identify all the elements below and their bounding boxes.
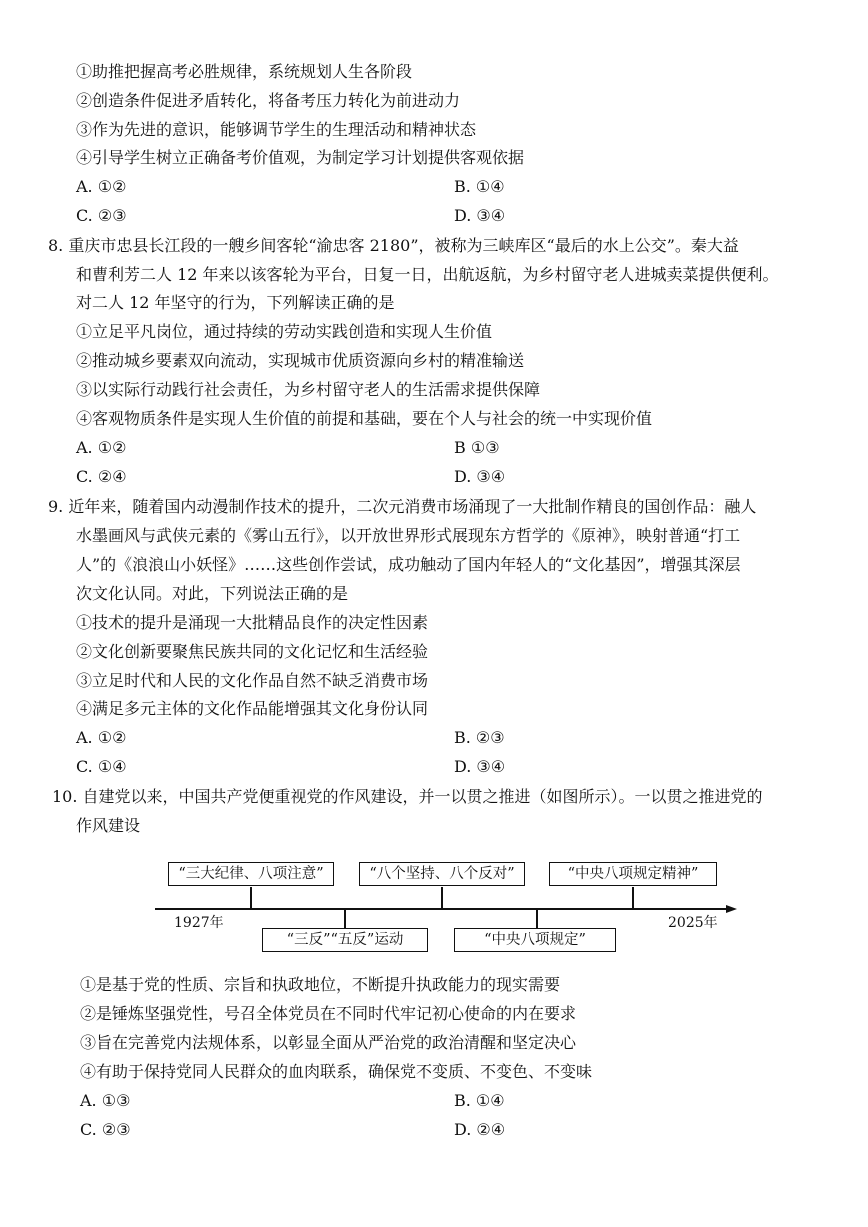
timeline-axis	[155, 908, 730, 910]
q10-option-d[interactable]: D. ②④	[454, 1120, 506, 1139]
q8-option-b[interactable]: B ①③	[454, 438, 500, 457]
q7-statement-4: ④引导学生树立正确备考价值观，为制定学习计划提供客观依据	[76, 148, 525, 167]
timeline-top-box-3: “中央八项规定精神”	[549, 862, 717, 886]
q8-stem-line-2: 和曹利芳二人 12 年来以该客轮为平台，日复一日，出航返航，为乡村留守老人进城卖菜提供便利。	[76, 265, 779, 284]
timeline-end-year: 2025年	[668, 915, 718, 931]
q9-statement-3: ③立足时代和人民的文化作品自然不缺乏消费市场	[76, 671, 429, 690]
timeline-connector-3	[632, 887, 634, 909]
q10-statement-4: ④有助于保持党同人民群众的血肉联系，确保党不变质、不变色、不变味	[80, 1062, 593, 1081]
timeline-connector-5	[536, 909, 538, 929]
timeline-arrow-icon	[726, 903, 738, 915]
q8-stem-line-3: 对二人 12 年坚守的行为，下列解读正确的是	[76, 293, 395, 312]
q8-statement-3: ③以实际行动践行社会责任，为乡村留守老人的生活需求提供保障	[76, 380, 541, 399]
timeline-connector-1	[250, 887, 252, 909]
q7-statement-3: ③作为先进的意识，能够调节学生的生理活动和精神状态	[76, 120, 477, 139]
q7-option-b[interactable]: B. ①④	[454, 177, 505, 196]
timeline-bottom-box-2: “中央八项规定”	[454, 928, 616, 952]
q9-option-a[interactable]: A. ①②	[76, 728, 127, 747]
q8-stem-line-1: 8. 重庆市忠县长江段的一艘乡间客轮“渝忠客 2180”，被称为三峡库区“最后的水上公交”。秦大益	[48, 236, 739, 255]
q10-option-c[interactable]: C. ②③	[80, 1120, 131, 1139]
q10-statement-3: ③旨在完善党内法规体系，以彰显全面从严治党的政治清醒和坚定决心	[80, 1033, 577, 1052]
q9-statement-4: ④满足多元主体的文化作品能增强其文化身份认同	[76, 699, 429, 718]
timeline-bottom-box-1: “三反”“五反”运动	[262, 928, 428, 952]
q9-stem-line-3: 人”的《浪浪山小妖怪》……这些创作尝试，成功触动了国内年轻人的“文化基因”，增强其深层	[76, 555, 741, 574]
q8-option-a[interactable]: A. ①②	[76, 438, 127, 457]
q7-option-c[interactable]: C. ②③	[76, 206, 127, 225]
q9-statement-1: ①技术的提升是涌现一大批精品良作的决定性因素	[76, 613, 429, 632]
q10-statement-1: ①是基于党的性质、宗旨和执政地位，不断提升执政能力的现实需要	[80, 975, 561, 994]
q10-option-a[interactable]: A. ①③	[80, 1091, 131, 1110]
q9-option-c[interactable]: C. ①④	[76, 757, 127, 776]
timeline-top-box-1: “三大纪律、八项注意”	[168, 862, 334, 886]
q10-stem-line-2: 作风建设	[76, 816, 141, 835]
q8-option-d[interactable]: D. ③④	[454, 467, 506, 486]
q9-option-b[interactable]: B. ②③	[454, 728, 505, 747]
q7-statement-2: ②创造条件促进矛盾转化，将备考压力转化为前进动力	[76, 91, 461, 110]
q9-stem-line-4: 次文化认同。对此，下列说法正确的是	[76, 584, 349, 603]
q10-option-b[interactable]: B. ①④	[454, 1091, 505, 1110]
q9-option-d[interactable]: D. ③④	[454, 757, 506, 776]
q9-stem-line-1: 9. 近年来，随着国内动漫制作技术的提升，二次元消费市场涌现了一大批制作精良的国创作品：融人	[48, 497, 757, 516]
timeline-start-year: 1927年	[174, 915, 224, 931]
q8-statement-1: ①立足平凡岗位，通过持续的劳动实践创造和实现人生价值	[76, 322, 493, 341]
q9-statement-2: ②文化创新要聚焦民族共同的文化记忆和生活经验	[76, 642, 429, 661]
timeline-top-box-2: “八个坚持、八个反对”	[359, 862, 525, 886]
q8-option-c[interactable]: C. ②④	[76, 467, 127, 486]
q9-stem-line-2: 水墨画风与武侠元素的《雾山五行》，以开放世界形式展现东方哲学的《原神》，映射普通“打工	[76, 526, 741, 545]
timeline-connector-4	[344, 909, 346, 929]
q7-option-d[interactable]: D. ③④	[454, 206, 506, 225]
q10-stem-line-1: 10. 自建党以来，中国共产党便重视党的作风建设，并一以贯之推进（如图所示）。一以贯之推进党的	[52, 787, 763, 806]
q8-statement-2: ②推动城乡要素双向流动，实现城市优质资源向乡村的精准输送	[76, 351, 525, 370]
q7-statement-1: ①助推把握高考必胜规律，系统规划人生各阶段	[76, 62, 413, 81]
q7-option-a[interactable]: A. ①②	[76, 177, 127, 196]
q8-statement-4: ④客观物质条件是实现人生价值的前提和基础，要在个人与社会的统一中实现价值	[76, 409, 653, 428]
q10-statement-2: ②是锤炼坚强党性，号召全体党员在不同时代牢记初心使命的内在要求	[80, 1004, 577, 1023]
timeline-connector-2	[441, 887, 443, 909]
